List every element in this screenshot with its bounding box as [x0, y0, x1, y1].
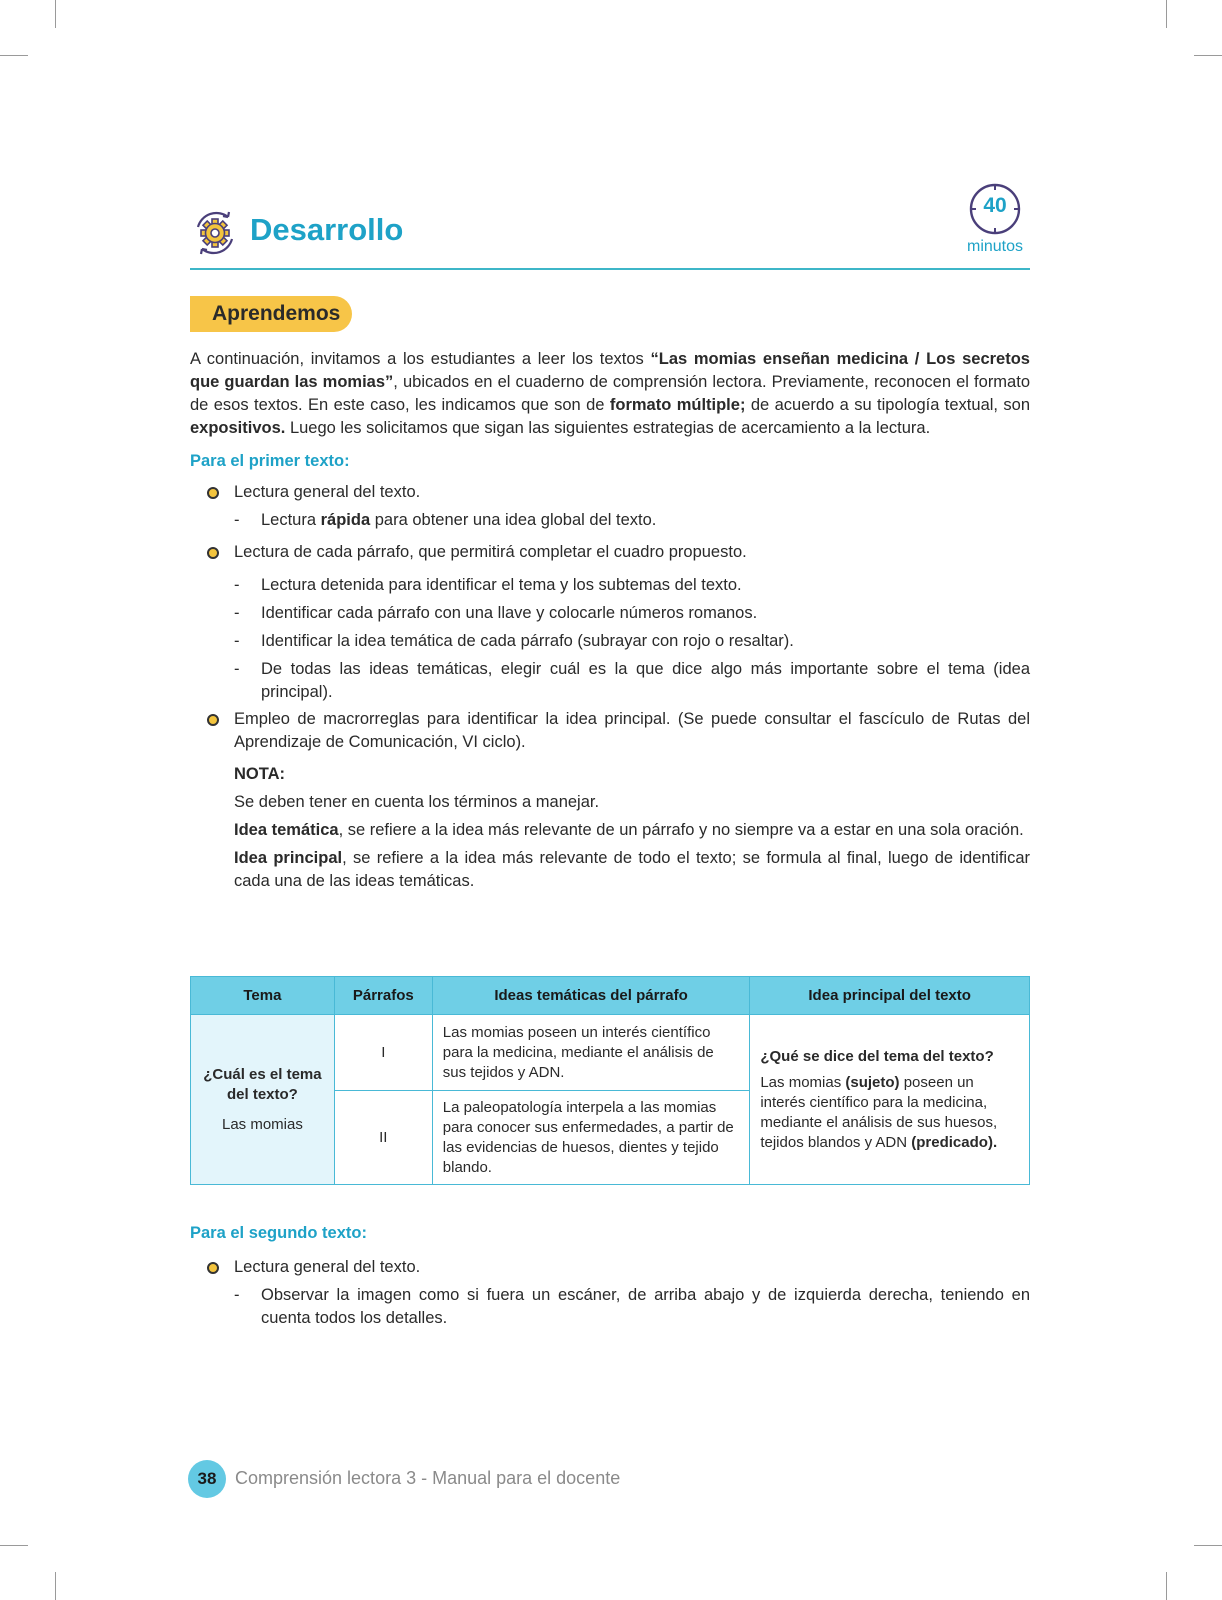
table-row	[191, 1015, 1030, 1091]
sub-item-text: Identificar la idea temática de cada párrafo (subrayar con rojo o resaltar).	[261, 632, 794, 650]
nota-definition	[234, 847, 1030, 893]
crop-mark	[1166, 1572, 1167, 1600]
crop-mark	[0, 55, 28, 56]
term-idea-principal: Idea principal	[234, 849, 343, 867]
principal-question: ¿Qué se dice del tema del texto?	[760, 1047, 994, 1065]
list-item	[190, 541, 1030, 564]
table-header-row	[191, 977, 1030, 1015]
sub-item-text: De todas las ideas temáticas, elegir cuál es la que dice algo más importante sobre el tema (idea principal).	[261, 660, 1030, 701]
page-title: Desarrollo	[250, 212, 404, 247]
nota-label: NOTA:	[234, 765, 286, 783]
intro-bold-titles: “Las momias enseñan medicina / Los secretos que guardan las momias”	[190, 350, 1030, 391]
sub-list-item: - De todas las ideas temáticas, elegir cuál es la que dice algo más importante sobre el tema (idea principal).	[234, 660, 1030, 701]
sub-item-text: Observar la imagen como si fuera un escáner, de arriba abajo y de izquierda derecha, teniendo en cuenta todos los detalles.	[261, 1286, 1030, 1327]
nota-block	[190, 763, 1030, 893]
second-text-heading: Para el segundo texto:	[190, 1224, 367, 1242]
idea-tematica-cell: La paleopatología interpela a las momias para conocer sus enfermedades, a partir de las evidencias de huesos, dientes y tejido blando.	[432, 1091, 750, 1185]
bullet-icon	[207, 714, 219, 726]
sub-item-text: para obtener una idea global del texto.	[370, 511, 657, 529]
timer	[966, 182, 1024, 262]
column-header: Tema	[191, 977, 335, 1015]
column-header: Párrafos	[334, 977, 432, 1015]
main-content	[190, 348, 1030, 893]
idea-tematica-cell: Las momias poseen un interés científico para la medicina, mediante el análisis de sus tejidos y ADN.	[432, 1015, 750, 1091]
answer-text: poseen un interés científico para la medicina, mediante el análisis de sus huesos, tejidos blandos y ADN	[760, 1073, 998, 1151]
answer-text: Las momias	[760, 1073, 846, 1091]
crop-mark	[55, 1572, 56, 1600]
sub-item-text: Lectura	[261, 511, 321, 529]
sub-list-item: - Lectura detenida para identificar el tema y los subtemas del texto.	[234, 576, 742, 594]
section-header	[190, 180, 1030, 272]
intro-paragraph	[190, 348, 1030, 440]
parrafo-number: I	[334, 1015, 432, 1091]
list-item-text: Empleo de macrorreglas para identificar la idea principal. (Se puede consultar el fascículo de Rutas del Aprendizaje de Comunicación, VI ciclo).	[234, 710, 1030, 751]
sub-list-item: - Lectura rápida para obtener una idea global del texto.	[234, 511, 657, 529]
gear-icon	[190, 208, 240, 258]
second-text-section	[190, 1222, 1030, 1330]
sub-list-item: - Identificar cada párrafo con una llave y colocarle números romanos.	[234, 604, 758, 622]
page-number: 38	[188, 1460, 226, 1498]
analysis-table	[190, 976, 1030, 1185]
bullet-icon	[207, 547, 219, 559]
tema-cell	[191, 1015, 335, 1185]
intro-bold-type: expositivos.	[190, 419, 286, 437]
sub-list-item: - Observar la imagen como si fuera un escáner, de arriba abajo y de izquierda derecha, teniendo en cuenta todos los detalles.	[234, 1286, 1030, 1327]
list-item	[190, 708, 1030, 754]
definition-text: , se refiere a la idea más relevante de todo el texto; se formula al final, luego de identificar cada una de las ideas temáticas.	[234, 849, 1030, 890]
aprendemos-badge: Aprendemos	[190, 296, 352, 332]
parrafo-number: II	[334, 1091, 432, 1185]
timer-unit: minutos	[966, 238, 1024, 255]
nota-definition	[234, 819, 1030, 842]
definition-text: , se refiere a la idea más relevante de un párrafo y no siempre va a estar en una sola oración.	[338, 821, 1024, 839]
crop-mark	[55, 0, 56, 28]
bullet-icon	[207, 1262, 219, 1274]
list-item-text: Lectura general del texto.	[234, 1258, 421, 1276]
term-idea-tematica: Idea temática	[234, 821, 339, 839]
first-text-heading: Para el primer texto:	[190, 452, 350, 470]
list-item	[190, 1256, 1030, 1279]
sub-list-item: - Identificar la idea temática de cada párrafo (subrayar con rojo o resaltar).	[234, 632, 794, 650]
intro-text: Luego les solicitamos que sigan las siguientes estrategias de acercamiento a la lectura.	[285, 419, 931, 437]
crop-mark	[1166, 0, 1167, 28]
crop-mark	[0, 1545, 28, 1546]
intro-text: , ubicados en el cuaderno de comprensión lectora. Previamente, reconocen el formato de esos textos. En este caso, les indicamos que son de	[190, 373, 1030, 414]
header-divider	[190, 268, 1030, 270]
intro-text: A continuación, invitamos a los estudiantes a leer los textos	[190, 350, 651, 368]
crop-mark	[1194, 55, 1222, 56]
intro-text: de acuerdo a su tipología textual, son	[745, 396, 1030, 414]
column-header: Ideas temáticas del párrafo	[432, 977, 750, 1015]
intro-bold-format: formato múltiple;	[609, 396, 746, 414]
nota-line: Se deben tener en cuenta los términos a manejar.	[234, 793, 600, 811]
column-header: Idea principal del texto	[750, 977, 1030, 1015]
sub-item-text: Identificar cada párrafo con una llave y colocarle números romanos.	[261, 604, 758, 622]
list-item-text: Lectura de cada párrafo, que permitirá completar el cuadro propuesto.	[234, 543, 747, 561]
bullet-icon	[207, 487, 219, 499]
sub-item-bold: rápida	[320, 511, 371, 529]
list-item	[190, 481, 1030, 504]
idea-principal-cell	[750, 1015, 1030, 1185]
sub-item-text: Lectura detenida para identificar el tema y los subtemas del texto.	[261, 576, 742, 594]
list-item-text: Lectura general del texto.	[234, 483, 421, 501]
footer-title: Comprensión lectora 3 - Manual para el docente	[235, 1468, 621, 1488]
crop-mark	[1194, 1545, 1222, 1546]
principal-answer	[760, 1073, 1019, 1153]
answer-bold: (predicado).	[911, 1133, 998, 1151]
tema-question: ¿Cuál es el tema del texto?	[203, 1065, 322, 1103]
timer-value: 40	[983, 194, 1007, 217]
tema-answer: Las momias	[221, 1115, 303, 1133]
answer-bold: (sujeto)	[845, 1073, 900, 1091]
